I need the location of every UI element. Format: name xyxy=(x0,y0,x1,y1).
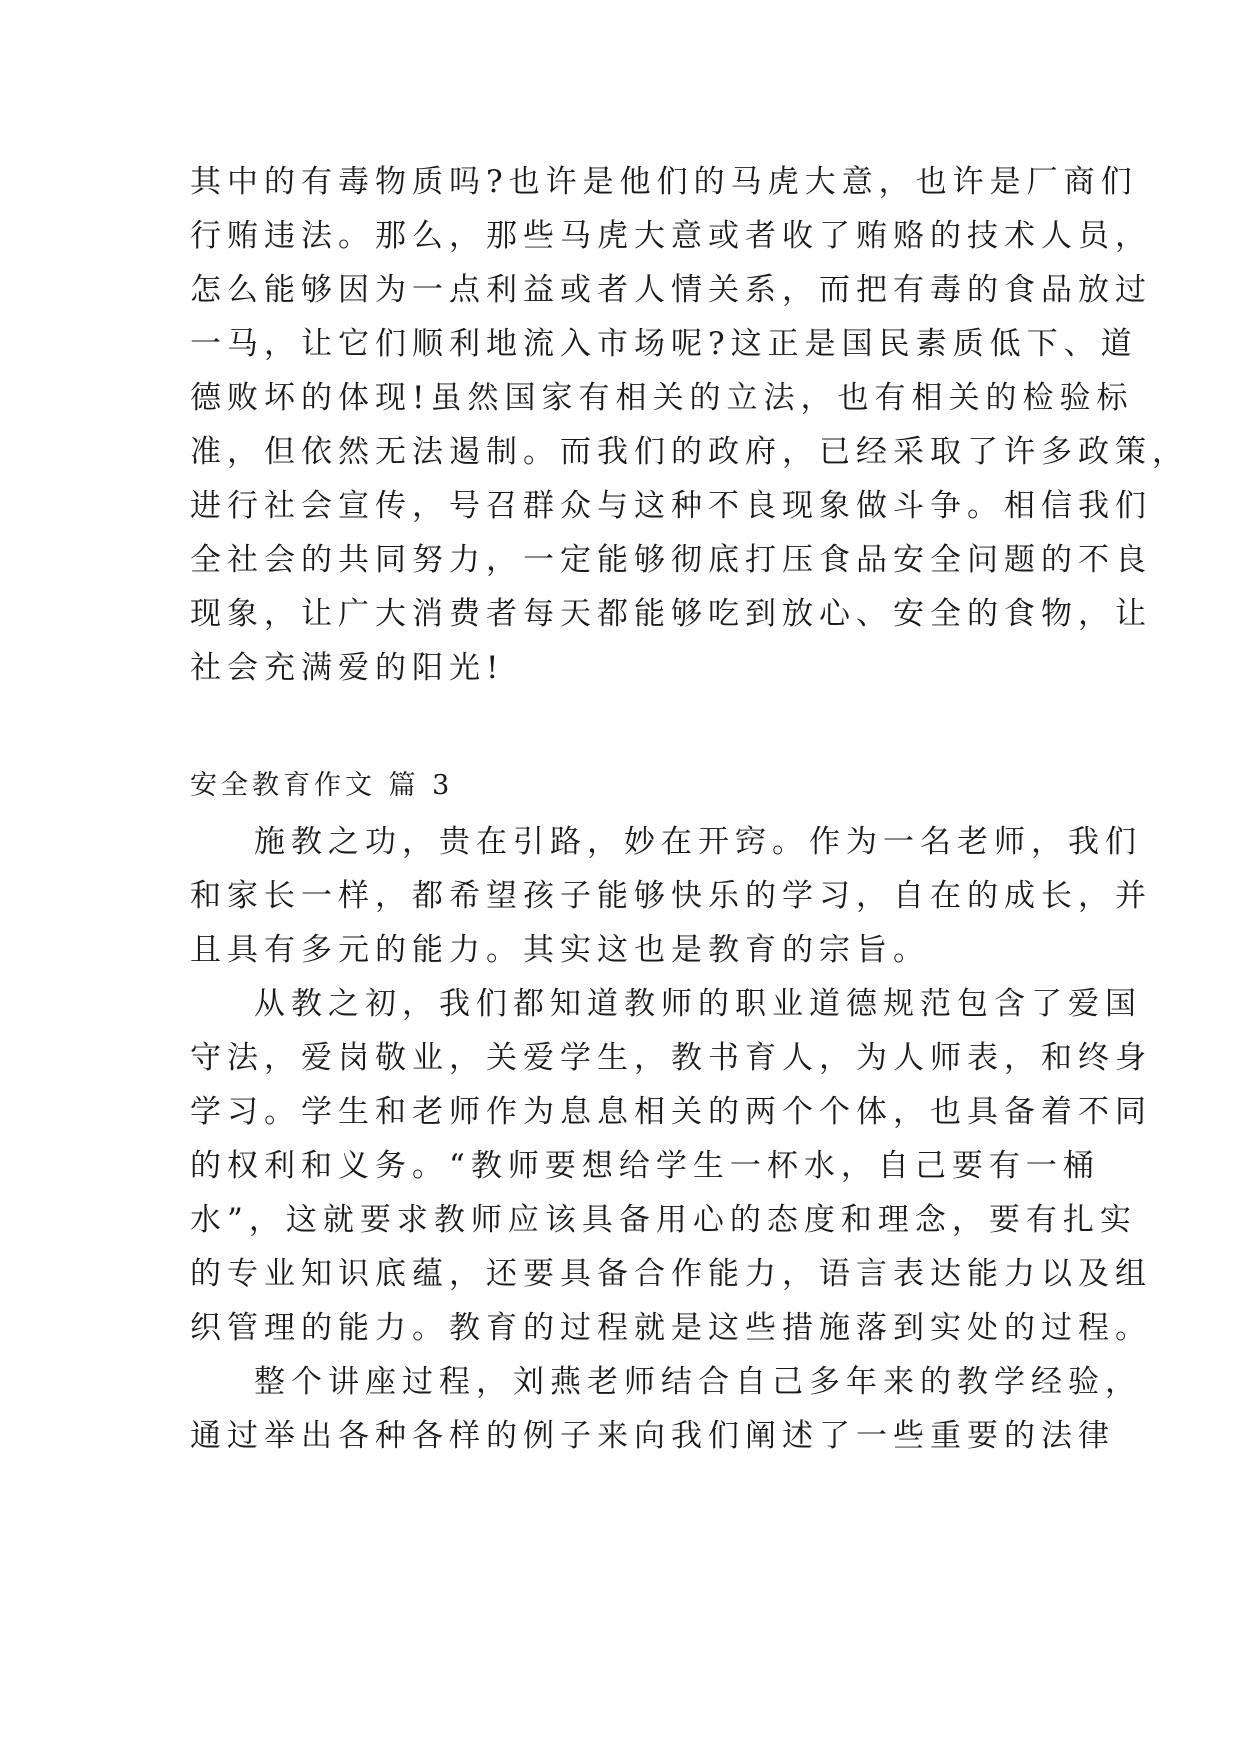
paragraph-line: 水”，这就要求教师应该具备用心的态度和理念，要有扎实 xyxy=(190,1202,1137,1238)
paragraph-line: 且具有多元的能力。其实这也是教育的宗旨。 xyxy=(190,932,930,968)
paragraph-line: 织管理的能力。教育的过程就是这些措施落到实处的过程。 xyxy=(190,1310,1152,1346)
paragraph-line: 一马，让它们顺利地流入市场呢?这正是国民素质低下、道 xyxy=(190,326,1138,362)
paragraph-line: 和家长一样，都希望孩子能够快乐的学习，自在的成长，并 xyxy=(190,878,1152,914)
paragraph-line: 进行社会宣传，号召群众与这种不良现象做斗争。相信我们 xyxy=(190,488,1152,524)
paragraph-line: 现象，让广大消费者每天都能够吃到放心、安全的食物，让 xyxy=(190,596,1152,632)
paragraph-line: 其中的有毒物质吗?也许是他们的马虎大意，也许是厂商们 xyxy=(190,164,1138,200)
paragraph-line: 德败坏的体现!虽然国家有相关的立法，也有相关的检验标 xyxy=(190,380,1134,416)
paragraph-line: 社会充满爱的阳光! xyxy=(190,650,505,686)
paragraph-line: 的专业知识底蕴，还要具备合作能力，语言表达能力以及组 xyxy=(190,1256,1152,1292)
paragraph-line: 守法，爱岗敬业，关爱学生，教书育人，为人师表，和终身 xyxy=(190,1040,1152,1076)
paragraph-line: 施教之功，贵在引路，妙在开窍。作为一名老师，我们 xyxy=(254,824,1142,860)
section-heading: 安全教育作文 篇 3 xyxy=(190,770,454,801)
paragraph-line: 整个讲座过程，刘燕老师结合自己多年来的教学经验， xyxy=(254,1364,1142,1400)
paragraph-line: 准，但依然无法遏制。而我们的政府，已经采取了许多政策， xyxy=(190,434,1189,470)
paragraph-line: 从教之初，我们都知道教师的职业道德规范包含了爱国 xyxy=(254,986,1142,1022)
paragraph-line: 全社会的共同努力，一定能够彻底打压食品安全问题的不良 xyxy=(190,542,1152,578)
paragraph-line: 怎么能够因为一点利益或者人情关系，而把有毒的食品放过 xyxy=(190,272,1152,308)
paragraph-line: 学习。学生和老师作为息息相关的两个个体，也具备着不同 xyxy=(190,1094,1152,1130)
paragraph-line: 行贿违法。那么，那些马虎大意或者收了贿赂的技术人员， xyxy=(190,218,1152,254)
paragraph-line: 通过举出各种各样的例子来向我们阐述了一些重要的法律 xyxy=(190,1418,1115,1454)
paragraph-line: 的权利和义务。“教师要想给学生一杯水，自己要有一桶 xyxy=(190,1148,1100,1184)
